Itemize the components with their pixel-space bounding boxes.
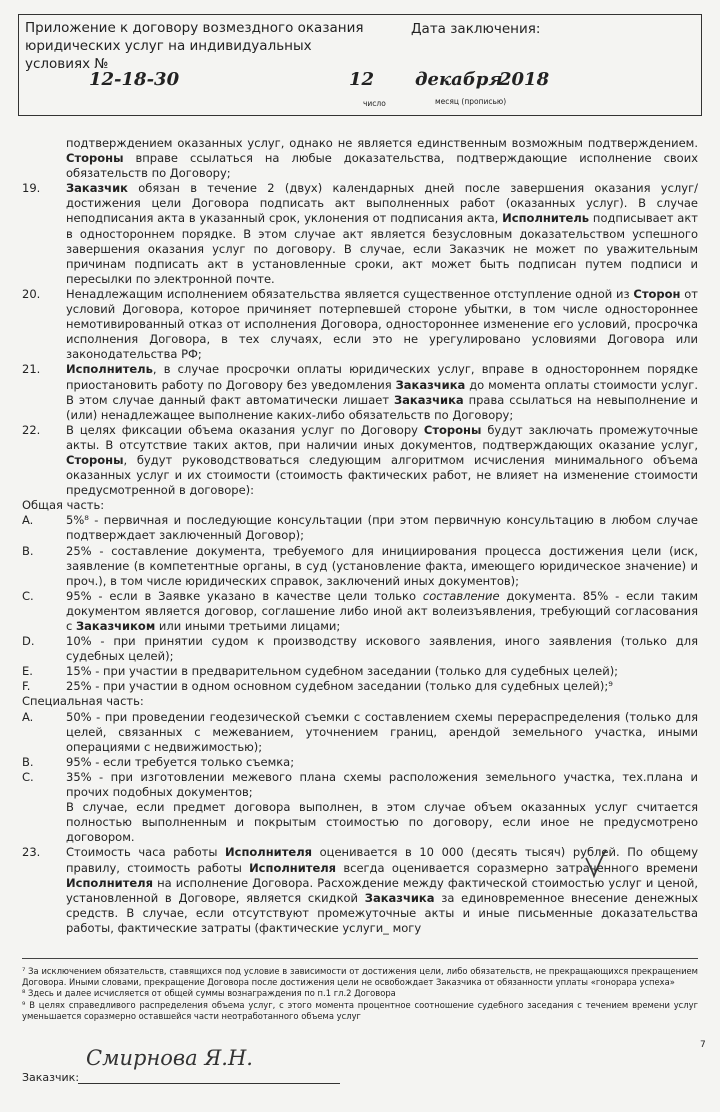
customer-signature: Смирнова Я.Н. bbox=[86, 1046, 253, 1070]
item-number: 21. bbox=[22, 362, 41, 377]
item-text: 25% - при участии в одном основном судебном заседании (только для судебных целей);⁹ bbox=[66, 679, 613, 694]
date-label: Дата заключения: bbox=[411, 21, 541, 37]
general-title: Общая часть: bbox=[22, 498, 105, 513]
special-item bbox=[22, 755, 698, 770]
item-text: Заказчик обязан в течение 2 (двух) календарных дней после завершения оказания услуг/достижения цели Договора подписать акт выполненных работ (оказанных услуг). В случае неподписания акта в указанный срок, уклонения от подписания акта, Исполнитель подписывает акт в одностороннем порядке. В этом случае акт является безусловным доказательством успешного завершения оказания услуг по договору. В случае, если Заказчик не может по уважительным причинам подписать акт в установленные сроки, акт может быть подписан путем подписи и пересылки по электронной почте. bbox=[66, 181, 698, 286]
item-text: 5%⁸ - первичная и последующие консультации (при этом первичную консультацию в любом случае подтверждает заключенный Договор); bbox=[66, 513, 698, 543]
footnote: ⁷ За исключением обязательств, ставящихся под условие в зависимости от достижения цели, либо обязательств, не прекращающихся прекращением Договора. Иными словами, прекращение Договора после достижения цели не освобождает Заказчика от обязанности уплаты «гонорара успеха» bbox=[22, 966, 698, 988]
general-item bbox=[22, 589, 698, 634]
general-item bbox=[22, 544, 698, 589]
item-number: 19. bbox=[22, 181, 41, 196]
footnote: ⁹ В целях справедливого распределения объема услуг, с этого момента процентное соотношение судебного заседания с течением времени услуг уменьшается соразмерно оставшейся части неотработанного объема услуг bbox=[22, 999, 698, 1021]
item-number: 20. bbox=[22, 286, 41, 301]
item-text: 35% - при изготовлении межевого плана схемы расположения земельного участка, тех.плана и прочих подобных документов; bbox=[66, 769, 698, 800]
special-title: Специальная часть: bbox=[22, 694, 144, 709]
date-year: 2018 bbox=[499, 69, 550, 90]
footnotes bbox=[22, 966, 698, 1022]
item-text: 95% - если в Заявке указано в качестве цели только составление документа. 85% - если таким документом является договор, соглашение либо иной акт волеизъявления, требующий согласования с Заказчиком или иными третьими лицами; bbox=[66, 588, 698, 633]
footnote-rule bbox=[22, 958, 698, 959]
signature-label: Заказчик: bbox=[22, 1071, 80, 1084]
footnote: ⁸ Здесь и далее исчисляется от общей суммы вознаграждения по п.1 гл.2 Договора bbox=[22, 988, 396, 999]
general-item bbox=[22, 634, 698, 664]
item-number: F. bbox=[22, 679, 31, 694]
header-title: Приложение к договору возмездного оказания юридических услуг на индивидуальных условиях № bbox=[25, 20, 364, 72]
item-18-tail: подтверждением оказанных услуг, однако не является единственным возможным подтверждением. Стороны вправе ссылаться на любые доказательства, подтверждающие исполнение своих обязательств по Договору; bbox=[66, 136, 698, 181]
numbered-item bbox=[22, 362, 698, 422]
special-item bbox=[22, 770, 698, 800]
item-number: E. bbox=[22, 664, 33, 679]
page-number: 7 bbox=[700, 1040, 706, 1050]
handwritten-checkmark bbox=[584, 848, 608, 878]
special-items bbox=[22, 710, 698, 801]
header-box bbox=[18, 14, 702, 116]
item-number: B. bbox=[22, 754, 34, 769]
item-number: D. bbox=[22, 634, 35, 649]
date-day: 12 bbox=[349, 69, 375, 90]
item-text: 25% - составление документа, требуемого для инициирования процесса достижения цели (иск, заявление (в компетентные органы, в суд (установление факта, имеющего юридическое значение) и проч.), в том числе юридических справок, заключений иных документов); bbox=[66, 543, 698, 588]
item-text: 15% - при участии в предварительном судебном заседании (только для судебных целей); bbox=[66, 664, 619, 679]
item-number: C. bbox=[22, 588, 34, 603]
item-number: A. bbox=[22, 709, 34, 724]
general-items bbox=[22, 513, 698, 694]
item-number: 22. bbox=[22, 422, 41, 437]
item-text: В целях фиксации объема оказания услуг по Договору Стороны будут заключать промежуточные акты. В отсутствие таких актов, при наличии иных документов, подтверждающих оказание услуг, Стороны, будут руководствоваться следующим алгоритмом исчисления минимального объема оказанных услуг и их стоимости (стоимость фактических работ, не влияет на изменение стоимости предусмотренной в договоре): bbox=[66, 422, 698, 498]
item-number: C. bbox=[22, 769, 34, 784]
numbered-items bbox=[22, 181, 698, 498]
item-text: 95% - если требуется только съемка; bbox=[66, 754, 295, 769]
signature-line bbox=[78, 1083, 340, 1084]
item-number: 23. bbox=[22, 845, 41, 860]
day-caption: число bbox=[363, 99, 386, 108]
general-item bbox=[22, 513, 698, 543]
special-note: В случае, если предмет договора выполнен, в этом случае объем оказанных услуг считается полностью выполненным и покрытым стоимостью по договору, если иное не предусмотрено договором. bbox=[66, 800, 698, 845]
document-body bbox=[22, 136, 698, 936]
item-text: 10% - при принятии судом к производству искового заявления, иного заявления (только для судебных целей); bbox=[66, 634, 698, 664]
numbered-item bbox=[22, 423, 698, 498]
item-text: 50% - при проведении геодезической съемки с составлением схемы перераспределения (только для целей, связанных с межеванием, уточнением границ, арендой земельного участка, иными операциями с недвижимостью); bbox=[66, 709, 698, 754]
numbered-item bbox=[22, 287, 698, 362]
month-caption: месяц (прописью) bbox=[435, 97, 507, 106]
contract-number: 12-18-30 bbox=[89, 69, 180, 90]
item-text: Исполнитель, в случае просрочки оплаты юридических услуг, вправе в одностороннем порядке приостановить работу по Договору без уведомления Заказчика до момента оплаты стоимости услуг. В этом случае данный факт автоматически лишает Заказчика права ссылаться на невыполнение и (или) ненадлежащее выполнение каких-либо обязательств по Договору; bbox=[66, 362, 698, 422]
item-number: A. bbox=[22, 513, 34, 528]
general-item bbox=[22, 664, 698, 679]
item-number: B. bbox=[22, 543, 34, 558]
item-text: Стоимость часа работы Исполнителя оценивается в 10 000 (десять тысяч) рублей. По общему правилу, стоимость работы Исполнителя всегда оценивается соразмерно затраченного времени Исполнителя на исполнение Договора. Расхождение между фактической стоимостью услуг и ценой, установленной в Договоре, является скидкой Заказчика за единовременное внесение денежных средств. В случае, если отсутствуют промежуточные акты и иные письменные доказательства работы, фактические затраты (фактические услуги_ могу bbox=[66, 845, 699, 935]
special-item bbox=[22, 710, 698, 755]
general-item bbox=[22, 679, 698, 694]
item-text: Ненадлежащим исполнением обязательства является существенное отступление одной из Сторон от условий Договора, которое причиняет потерпевшей стороне убытки, в том числе одностороннее немотивированный отказ от исполнения Договора, одностороннее изменение его условий, просрочка исполнения Договора, в тех случаях, если это не урегулировано условиями Договора или законодательства РФ; bbox=[66, 286, 699, 362]
numbered-item bbox=[22, 181, 698, 287]
date-month: декабря bbox=[415, 69, 503, 90]
